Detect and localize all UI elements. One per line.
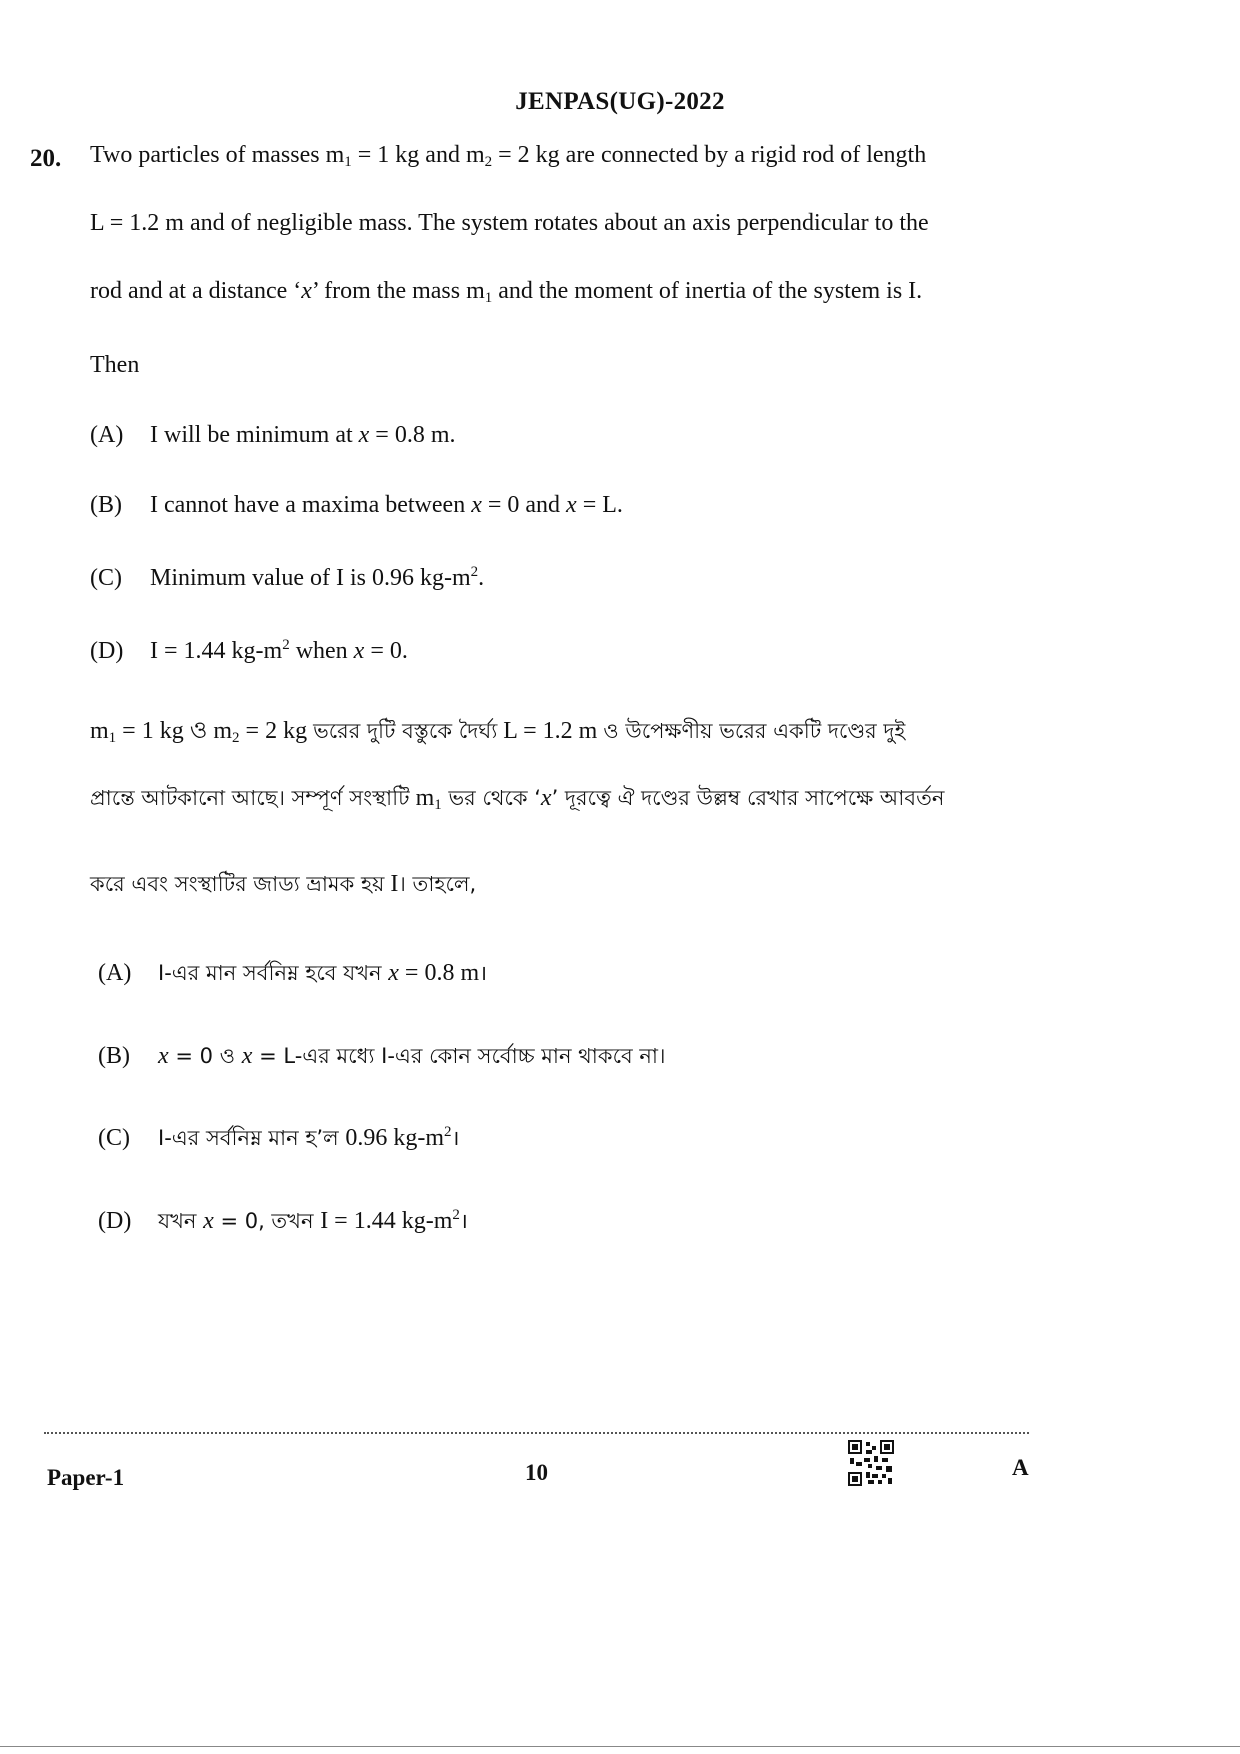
option-en-a: (A) I will be minimum at x = 0.8 m. [90,422,456,448]
option-en-d: (D) I = 1.44 $kg-m^2$ when x = 0. [90,637,408,664]
question-bn-line-3: করে এবং সংস্থাটির জাড্য ভ্রামক হয় I। তাহলে, [90,871,477,897]
footer-divider [44,1432,1029,1434]
question-bn-line-1: $m_1 = 1$ kg ও $m_2 = 2$ kg ভরের দুটি বস্তুকে দৈর্ঘ্য L = 1.2 m ও উপেক্ষণীয় ভরের একটি দণ্ডের দুই [90,718,906,746]
question-bn-line-2: প্রান্তে আটকানো আছে। সম্পূর্ণ সংস্থাটি $m_1$ ভর থেকে ‘x’ দূরত্বে ঐ দণ্ডের উল্লম্ব রেখার সাপেক্ষে আবর্তন [90,785,945,813]
paper-label: Paper-1 [47,1465,125,1490]
option-bn-b: (B) x = 0 ও x = L-এর মধ্যে I-এর কোন সর্বোচ্চ মান থাকবে না। [98,1043,666,1069]
option-en-b: (B) I cannot have a maxima between x = 0 and x = L. [90,492,623,518]
question-number: 20. [30,145,62,172]
question-en-line-3: rod and at a distance ‘x’ from the mass $m_1$ and the moment of inertia of the system is I. [90,278,923,306]
option-bn-c: (C) I-এর সর্বনিম্ন মান হ’ল 0.96 $kg-m^2।$ [98,1124,460,1151]
option-bn-a: (A) I-এর মান সর্বনিম্ন হবে যখন x = 0.8 m। [98,960,488,986]
option-bn-d: (D) যখন x = 0, তখন I = 1.44 $kg-m^2।$ [98,1207,468,1234]
question-en-line-4: Then [90,352,140,378]
option-en-c: (C) Minimum value of I is 0.96 $kg-m^2$. [90,564,485,591]
set-label: A [1012,1455,1029,1480]
question-en-line-1: Two particles of masses $m_1 = 1$ kg and $m_2 = 2$ kg are connected by a rigid rod of length [90,142,927,170]
question-en-line-2: L = 1.2 m and of negligible mass. The system rotates about an axis perpendicular to the [90,210,929,236]
page-number: 10 [525,1460,548,1485]
page-bottom-edge [0,1746,1240,1747]
page-header: JENPAS(UG)-2022 [515,88,725,115]
qr-code-icon [848,1440,894,1486]
